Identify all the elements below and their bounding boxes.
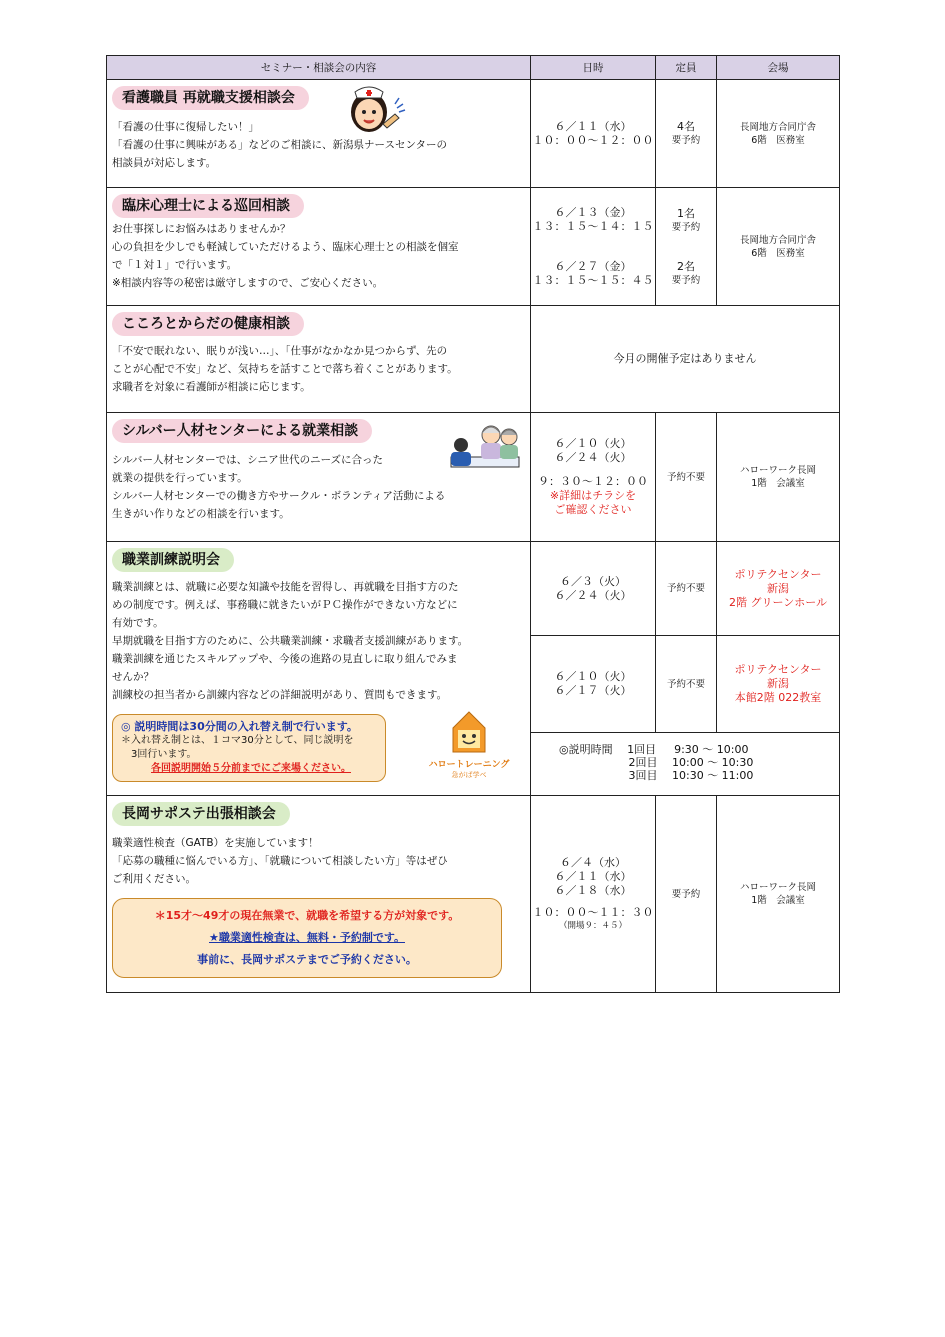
psych-venue: 長岡地方合同庁舎 6階 医務室 (739, 234, 816, 259)
header-capacity: 定員 (656, 56, 717, 80)
psych-capacity-1: 1名 (677, 206, 695, 220)
nurse-body: 「看護の仕事に復帰したい！」 「看護の仕事に興味がある」などのご相談に、新潟県ナースセンターの 相談員が対応します。 (112, 121, 448, 169)
hello-training-logo (419, 710, 519, 780)
training-capacity-2: 予約不要 (666, 678, 705, 690)
training-note-body: ＊入れ替え制とは、１コマ30分として、同じ説明を 3回行います。 (121, 735, 354, 760)
psych-capacity-2-note: 要予約 (671, 274, 701, 286)
silver-date: ６／１０（火） ６／２４（火） (554, 437, 632, 464)
nurse-capacity-note: 要予約 (671, 135, 701, 146)
table-row-psych (107, 188, 840, 306)
training-note-title: ◎ 説明時間は30分間の入れ替え制で行います。 (121, 720, 358, 733)
table-row-silver (107, 413, 840, 542)
sapo-note-box (112, 898, 502, 978)
sapo-venue: ハローワーク長岡 1階 会議室 (739, 882, 816, 906)
table-row-nurse (107, 80, 840, 188)
training-note (112, 714, 386, 782)
nurse-capacity: 4名 (677, 120, 695, 133)
training-date-1: ６／３（火） ６／２４（火） (554, 574, 632, 602)
training-title: 職業訓練説明会 (112, 548, 234, 572)
pencil-mascot-icon (449, 710, 489, 754)
sapo-open: （開場９：４５） (558, 920, 627, 931)
sapo-title: 長岡サポステ出張相談会 (112, 802, 290, 826)
sapo-date: ６／４（水） ６／１１（水） ６／１８（水） (554, 855, 632, 897)
silver-time: ９：３０～１２：００ (538, 475, 648, 488)
sapo-box-line-1: ＊15才～49才の現在無業で、就職を希望する方が対象です。 (154, 909, 460, 922)
psych-title: 臨床心理士による巡回相談 (112, 194, 304, 218)
silver-title: シルバー人材センターによる就業相談 (112, 419, 372, 443)
header-content: セミナー・相談会の内容 (107, 56, 531, 80)
health-body: 「不安で眠れない、眠りが浅い…」、「仕事がなかなか見つからず、先の ことが心配で不安」など、気持ちを話すことで落ち着くことがあります。 求職者を対象に看護師が相談に応じます。 (112, 345, 458, 393)
training-date-2: ６／１０（火） ６／１７（火） (554, 670, 632, 697)
header-venue: 会場 (717, 56, 840, 80)
training-times: ◎説明時間 1回目 9:30 ～ 10:00 2回目 10:00 ～ 10:30 3回目 10:30 ～ 11:00 (559, 743, 754, 782)
psych-date-2: ６／２７（金） １３：１５～１５：４５ (532, 259, 654, 287)
consultation-illustration (445, 421, 525, 483)
logo-subtext: 急がば学べ (451, 771, 487, 779)
sapo-capacity: 要予約 (671, 888, 701, 900)
health-title: こころとからだの健康相談 (112, 312, 304, 336)
psych-capacity-1-note: 要予約 (671, 221, 701, 233)
nurse-title: 看護職員 再就職支援相談会 (112, 86, 309, 110)
sapo-body: 職業適性検査（GATB）を実施しています！ 「応募の職種に悩んでいる方」、「就職について相談したい方」等はぜひ ご利用ください。 (112, 837, 448, 885)
training-venue-1: ポリテクセンター 新潟 2階 グリーンホール (728, 567, 828, 609)
silver-capacity: 予約不要 (666, 471, 705, 483)
silver-body: シルバー人材センターでは、シニア世代のニーズに合った 就業の提供を行っています。 シルバー人材センターでの働き方やサークル・ボランティア活動による 生きがい作りなどの相談を行います。 (112, 454, 446, 520)
sapo-box-line-3: 事前に、長岡サポステまでご予約ください。 (197, 953, 417, 966)
sapo-time: １０：００～１１：３０ (532, 905, 654, 919)
training-venue-2: ポリテクセンター 新潟 本館2階 022教室 (734, 663, 822, 704)
schedule-table (106, 55, 840, 993)
table-row-health (107, 306, 840, 413)
silver-note: ※詳細はチラシを ご確認ください (549, 489, 637, 516)
sapo-box-line-2: ★職業適性検査は、無料・予約制です。 (209, 931, 405, 944)
training-note-red: 各回説明開始５分前までにご来場ください。 (151, 763, 351, 774)
nurse-venue: 長岡地方合同庁舎 6階 医務室 (739, 121, 816, 146)
training-capacity-1: 予約不要 (666, 583, 705, 594)
table-row-training (107, 542, 840, 636)
psych-date-1: ６／１３（金） １３：１５～１４：１５ (532, 205, 654, 233)
psych-capacity-2: 2名 (677, 259, 695, 273)
nurse-date: ６／１１（水） １０：００～１２：００ (532, 119, 654, 147)
table-row-sapo (107, 796, 840, 993)
nurse-illustration (339, 84, 407, 136)
table-header-row (107, 56, 840, 80)
silver-venue: ハローワーク長岡 1階 会議室 (739, 465, 816, 489)
header-date: 日時 (531, 56, 656, 80)
logo-text: ハロートレーニング (428, 760, 510, 770)
health-none: 今月の開催予定はありません (613, 352, 757, 365)
training-body: 職業訓練とは、就職に必要な知識や技能を習得し、再就職を目指す方のた めの制度です。例えば、事務職に就きたいがＰＣ操作ができない方などに 有効です。 早期就職を目指す方のために、公共職業訓練・求職者支援訓練があります。 職業訓練を通じたスキルアップや、今後の進路の見直しに取り組んでみま せんか？ 訓練校の担当者から訓練内容などの詳細説明があり、質問もできます。 (112, 581, 469, 701)
psych-body: お仕事探しにお悩みはありませんか？ 心の負担を少しでも軽減していただけるよう、臨床心理士との相談を個室 で「１対１」で行います。 ※相談内容等の秘密は厳守しますので、ご安心ください。 (112, 223, 459, 289)
